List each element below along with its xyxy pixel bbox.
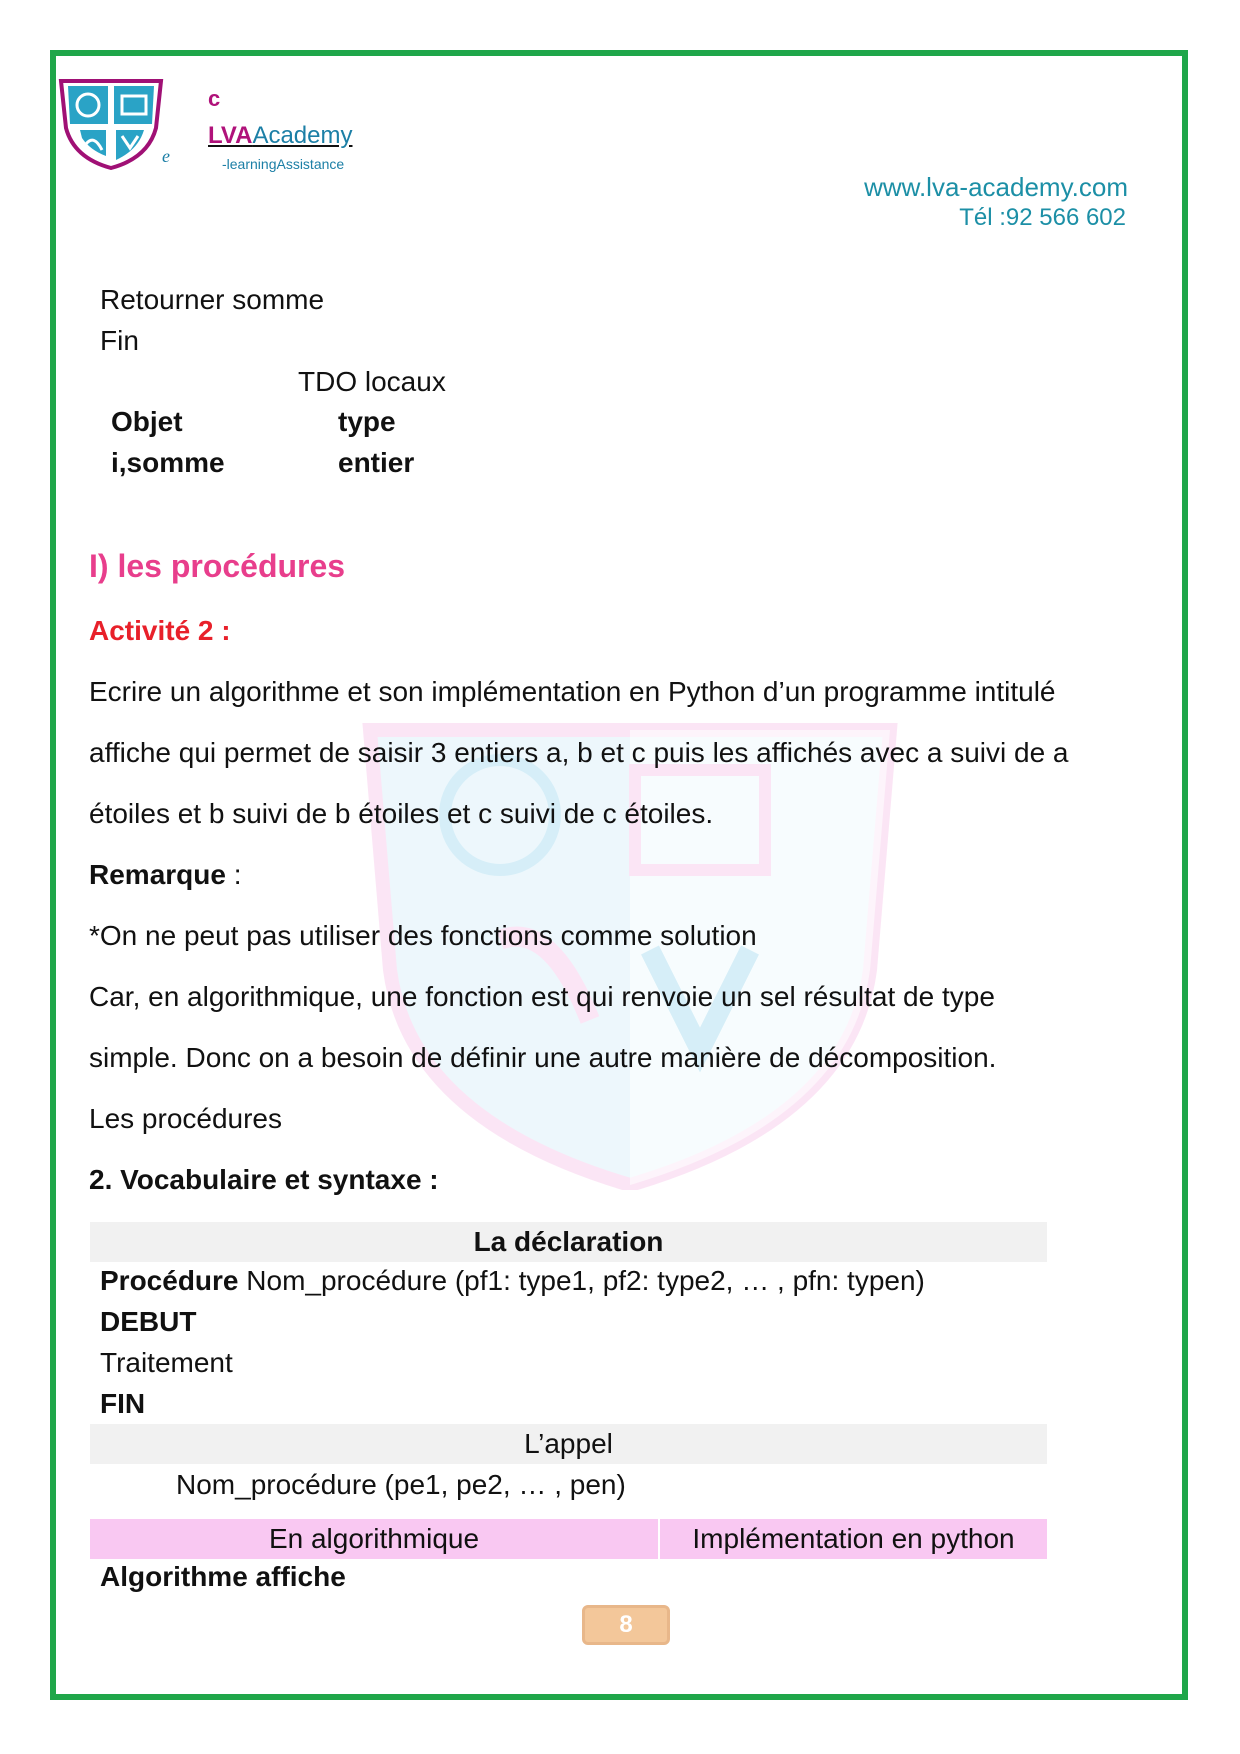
brand-e-mark: e (162, 146, 170, 166)
keyword-fin: FIN (100, 1388, 146, 1419)
brand-name (208, 122, 352, 150)
procedure-params: Nom_procédure (pf1: type1, pf2: type2, … , pfn: typen) (238, 1265, 925, 1296)
line-fin: Fin (100, 325, 139, 356)
keyword-traitement: Traitement (100, 1347, 233, 1378)
phone-number: Tél :92 566 602 (959, 204, 1126, 231)
declaration-header: La déclaration (473, 1226, 664, 1257)
col-algorithmique: En algorithmique (268, 1523, 480, 1554)
remark-line-3: simple. Donc on a besoin de définir une autre manière de décomposition. (89, 1042, 997, 1073)
page-number: 8 (582, 1605, 670, 1645)
tdo-row-type: entier (338, 447, 415, 478)
remark-heading (89, 858, 242, 892)
procedure-keyword: Procédure (100, 1265, 239, 1296)
remark-colon: : (225, 859, 242, 890)
remark-line-1: *On ne peut pas utiliser des fonctions comme solution (89, 920, 757, 951)
appel-line: Nom_procédure (pe1, pe2, … , pen) (176, 1469, 626, 1500)
paragraph-line-3: étoiles et b suivi de b étoiles et c suivi de c étoiles. (89, 798, 714, 829)
website-link[interactable]: www.lva-academy.com (864, 172, 1128, 202)
paragraph-line-1: Ecrire un algorithme et son implémentation en Python d’un programme intitulé (89, 676, 1056, 707)
activity-title: Activité 2 : (89, 615, 231, 646)
vocab-title: 2. Vocabulaire et syntaxe : (89, 1164, 439, 1195)
academy-logo-icon (58, 78, 164, 170)
brand-tagline: -learningAssistance (222, 156, 345, 172)
brand-letter: c (208, 86, 221, 111)
tdo-title: TDO locaux (298, 366, 446, 397)
tdo-header-objet: Objet (111, 406, 183, 437)
declaration-header-band (90, 1222, 1047, 1262)
brand-name-suffix: Academy (252, 122, 353, 149)
tdo-header-type: type (338, 406, 396, 437)
procedure-signature (100, 1264, 925, 1298)
section-title: I) les procédures (89, 548, 346, 584)
col-python: Implémentation en python (692, 1523, 1015, 1554)
algorithm-title: Algorithme affiche (100, 1561, 346, 1592)
paragraph-line-2: affiche qui permet de saisir 3 entiers a, b et c puis les affichés avec a suivi de a (89, 737, 1069, 768)
remark-line-4: Les procédures (89, 1103, 283, 1134)
keyword-debut: DEBUT (100, 1306, 197, 1337)
line-retourner: Retourner somme (100, 284, 325, 315)
tdo-row-objet: i,somme (111, 447, 225, 478)
appel-header: L’appel (524, 1428, 613, 1459)
watermark-shield-icon (350, 720, 910, 1190)
columns-header-band (90, 1519, 1047, 1559)
appel-header-band (90, 1424, 1047, 1464)
brand-name-prefix: LVA (208, 122, 253, 149)
remark-label: Remarque (89, 859, 226, 890)
remark-line-2: Car, en algorithmique, une fonction est qui renvoie un sel résultat de type (89, 981, 995, 1012)
